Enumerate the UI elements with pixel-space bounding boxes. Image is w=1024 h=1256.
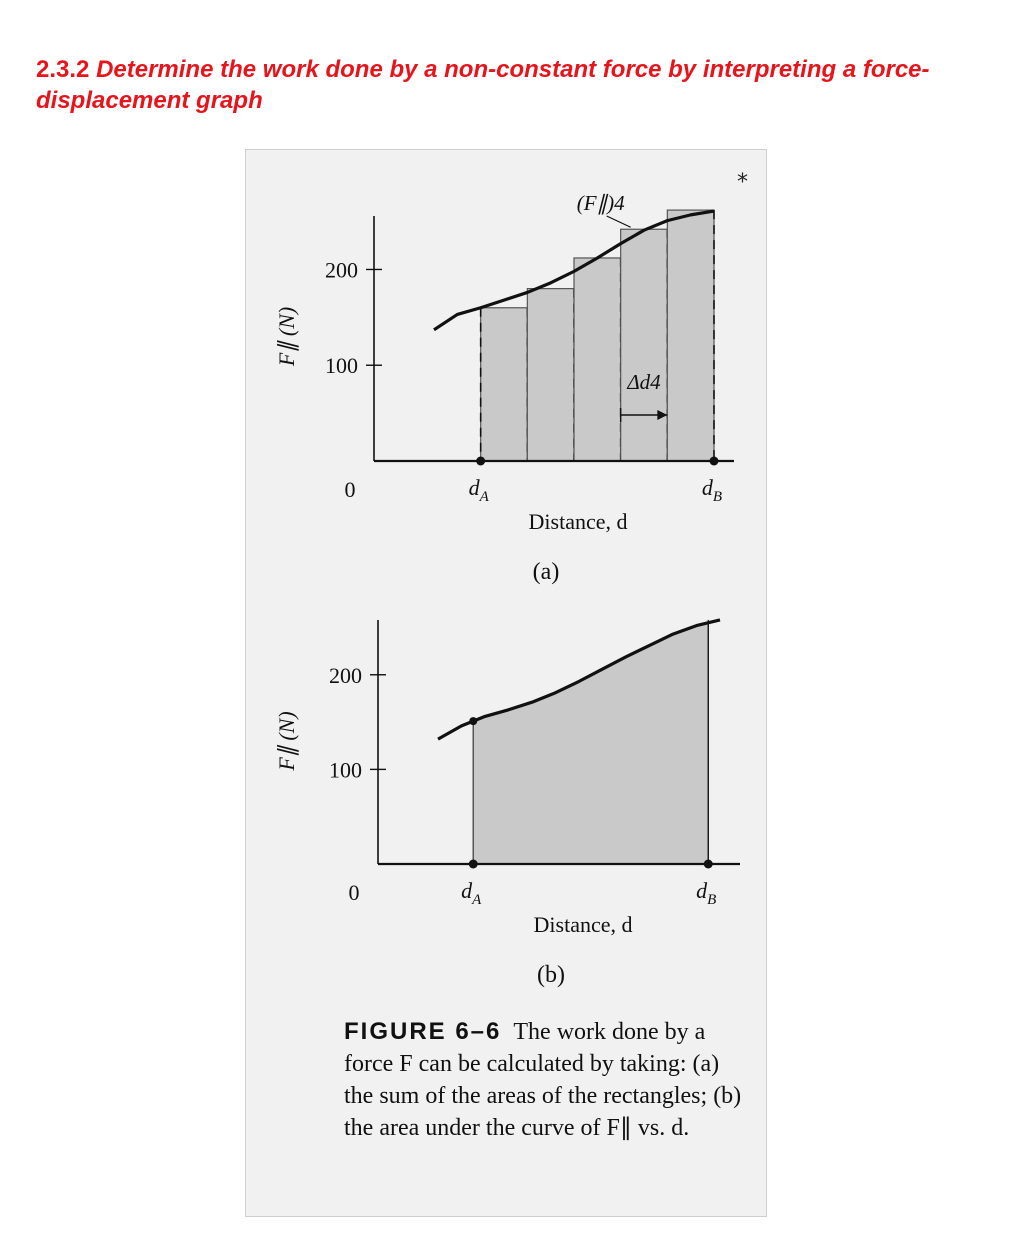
y-tick-label: 200 — [325, 257, 358, 283]
section-number: 2.3.2 — [36, 56, 90, 83]
area-rectangle — [527, 289, 574, 461]
figure-label: FIGURE 6–6 — [344, 1018, 502, 1045]
panel-label: (a) — [532, 559, 560, 585]
area-rectangle — [667, 210, 714, 461]
area-under-curve — [473, 623, 708, 864]
figure-caption — [344, 1016, 754, 1144]
origin-label: 0 — [344, 477, 356, 502]
rect-label-leader — [607, 216, 631, 227]
asterisk-mark: * — [737, 170, 748, 195]
chart-panel-a — [246, 150, 766, 590]
chart-panel-b — [246, 590, 766, 1010]
y-tick-label: 100 — [325, 353, 358, 379]
y-tick-label: 100 — [329, 757, 362, 783]
area-rectangle — [481, 308, 528, 461]
x-marker-dot — [469, 860, 478, 869]
x-marker-dot — [710, 457, 719, 466]
x-marker-label-dB: $d_B$ — [701, 475, 723, 505]
section-heading — [36, 54, 1016, 116]
y-axis-label: F∥ (N) — [274, 711, 299, 771]
area-rectangle — [574, 258, 621, 461]
x-axis-label: Distance, d — [533, 912, 633, 937]
origin-label: 0 — [348, 880, 360, 905]
rect-label: (F∥)4 — [576, 191, 625, 215]
width-label: Δd4 — [627, 370, 661, 394]
x-axis-label: Distance, d — [528, 509, 628, 534]
figure-scan — [245, 149, 767, 1217]
x-marker-label-dA: $d_A$ — [461, 878, 482, 908]
section-title: Determine the work done by a non-constant force by interpreting a force-displacement graph — [36, 56, 930, 114]
x-marker-label-dB: $d_B$ — [696, 878, 717, 908]
figure-caption-text: The work done by a force F can be calculated by taking: (a) the sum of the areas of the rectangles; (b) the area under the curve of F∥ vs. d. — [344, 1019, 742, 1141]
x-marker-dot — [476, 457, 485, 466]
y-tick-label: 200 — [329, 662, 362, 688]
area-rectangle — [621, 229, 668, 461]
x-marker-label-dA: $d_A$ — [468, 475, 489, 505]
y-axis-label: F∥ (N) — [274, 306, 299, 367]
panel-label: (b) — [537, 962, 565, 988]
